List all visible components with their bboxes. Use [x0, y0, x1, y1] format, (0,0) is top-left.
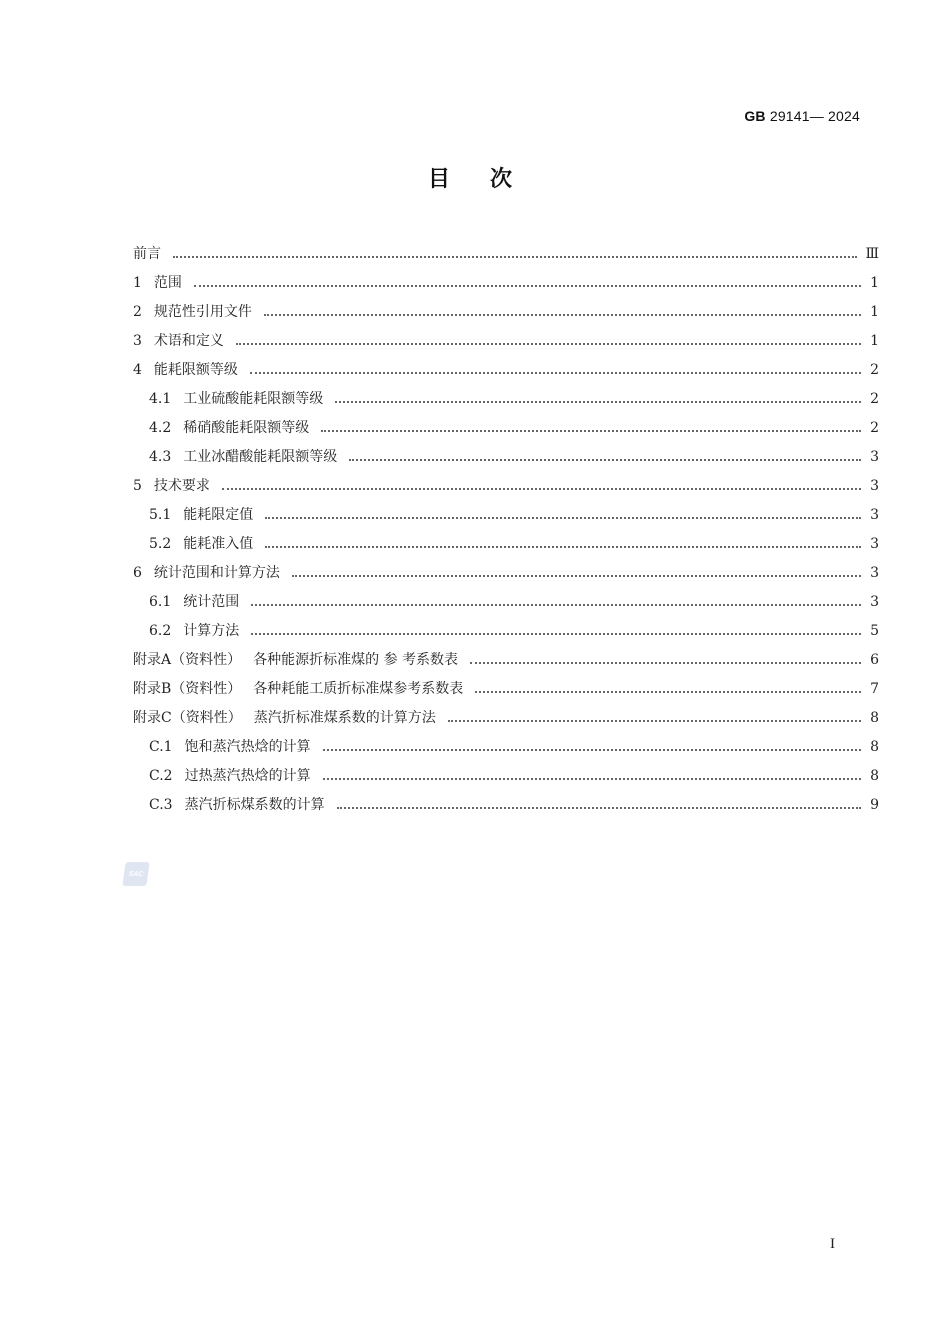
toc-entry[interactable]	[133, 675, 879, 704]
dot-leader	[292, 574, 861, 577]
toc-entry-page: 2	[870, 391, 879, 407]
toc-entry[interactable]	[133, 617, 879, 646]
toc-entry-page: 2	[870, 420, 879, 436]
toc-entry-label: 统计范围	[183, 594, 240, 610]
dot-leader	[250, 371, 861, 374]
toc-entry-page: 7	[870, 681, 879, 697]
page-title: 目次	[427, 167, 552, 192]
sac-watermark-logo	[122, 862, 149, 886]
toc-entry[interactable]	[133, 356, 879, 385]
toc-entry-label: 过热蒸汽热焓的计算	[184, 768, 311, 784]
toc-entry-page: 9	[870, 797, 879, 813]
toc-entry-label: 工业冰醋酸能耗限额等级	[183, 449, 338, 465]
dot-leader	[448, 719, 861, 722]
toc-entry-number: 附录C（资料性）	[133, 710, 242, 726]
toc-entry-page: 3	[870, 449, 879, 465]
toc-entry-label: 能耗准入值	[183, 536, 254, 552]
toc-entry[interactable]	[133, 472, 879, 501]
toc-entry-number: 4	[133, 362, 142, 378]
toc-entry-label: 能耗限额等级	[153, 362, 238, 378]
toc-entry-page: 1	[870, 333, 879, 349]
toc-entry-number: 4.1	[149, 391, 172, 407]
dot-leader	[470, 661, 861, 664]
toc-entry-page: Ⅲ	[865, 246, 879, 262]
dot-leader	[475, 690, 861, 693]
dot-leader	[173, 255, 857, 258]
toc-entry-label: 工业硫酸能耗限额等级	[183, 391, 324, 407]
toc-entry-label: 各种耗能工质折标准煤参考系数表	[253, 681, 464, 697]
toc-entry[interactable]	[133, 443, 879, 472]
standard-number	[744, 108, 860, 124]
standard-code: 29141— 2024	[769, 108, 860, 124]
toc-entry[interactable]	[133, 240, 879, 269]
standard-prefix: GB	[744, 108, 766, 124]
toc-entry-number: 5.2	[149, 536, 172, 552]
toc-entry-label: 范围	[153, 275, 182, 291]
toc-entry-number: 5	[133, 478, 142, 494]
toc-entry[interactable]	[133, 588, 879, 617]
dot-leader	[323, 748, 861, 751]
toc-entry-label: 技术要求	[153, 478, 210, 494]
toc-entry-number: C.2	[149, 768, 173, 784]
dot-leader	[265, 516, 861, 519]
toc-entry[interactable]	[133, 530, 879, 559]
dot-leader	[194, 284, 861, 287]
toc-entry-number: 6.2	[149, 623, 172, 639]
toc-entry-number: 6	[133, 565, 142, 581]
toc-entry[interactable]	[133, 791, 879, 820]
table-of-contents	[133, 240, 879, 820]
toc-entry-label: 能耗限定值	[183, 507, 254, 523]
toc-entry-number: 1	[133, 275, 142, 291]
toc-entry-label: 计算方法	[183, 623, 240, 639]
toc-entry[interactable]	[133, 385, 879, 414]
toc-entry-number: 5.1	[149, 507, 172, 523]
toc-entry-page: 3	[870, 507, 879, 523]
toc-entry[interactable]	[133, 327, 879, 356]
dot-leader	[349, 458, 861, 461]
toc-entry[interactable]	[133, 414, 879, 443]
toc-entry-page: 8	[870, 768, 879, 784]
toc-entry[interactable]	[133, 646, 879, 675]
dot-leader	[337, 806, 861, 809]
toc-entry[interactable]	[133, 269, 879, 298]
dot-leader	[251, 632, 861, 635]
toc-entry-number: 3	[133, 333, 142, 349]
toc-entry-number: 6.1	[149, 594, 172, 610]
dot-leader	[236, 342, 861, 345]
toc-entry-number: C.3	[149, 797, 173, 813]
toc-entry-page: 3	[870, 478, 879, 494]
toc-entry-page: 3	[870, 565, 879, 581]
toc-entry[interactable]	[133, 501, 879, 530]
toc-entry[interactable]	[133, 559, 879, 588]
toc-entry-page: 2	[870, 362, 879, 378]
toc-entry-label: 蒸汽折标准煤系数的计算方法	[253, 710, 436, 726]
toc-entry-page: 3	[870, 536, 879, 552]
dot-leader	[251, 603, 861, 606]
toc-entry-number: 附录A（资料性）	[133, 652, 242, 668]
toc-entry-page: 8	[870, 739, 879, 755]
toc-entry-label: 稀硝酸能耗限额等级	[183, 420, 310, 436]
toc-entry-page: 1	[870, 304, 879, 320]
toc-entry-page: 1	[870, 275, 879, 291]
dot-leader	[335, 400, 861, 403]
toc-entry[interactable]	[133, 733, 879, 762]
dot-leader	[264, 313, 861, 316]
toc-entry[interactable]	[133, 704, 879, 733]
page-number: I	[830, 1236, 835, 1252]
toc-entry-label: 蒸汽折标煤系数的计算	[184, 797, 325, 813]
toc-entry-number: C.1	[149, 739, 173, 755]
toc-entry[interactable]	[133, 762, 879, 791]
watermark-text: SAC	[128, 870, 144, 878]
toc-entry-page: 8	[870, 710, 879, 726]
toc-entry-number: 2	[133, 304, 142, 320]
toc-entry-number: 4.3	[149, 449, 172, 465]
dot-leader	[321, 429, 861, 432]
toc-entry-page: 5	[870, 623, 879, 639]
toc-entry[interactable]	[133, 298, 879, 327]
toc-entry-number: 附录B（资料性）	[133, 681, 242, 697]
toc-entry-label: 规范性引用文件	[153, 304, 252, 320]
toc-entry-page: 3	[870, 594, 879, 610]
toc-entry-number: 4.2	[149, 420, 172, 436]
dot-leader	[323, 777, 861, 780]
toc-entry-label: 统计范围和计算方法	[153, 565, 280, 581]
toc-entry-label: 前言	[133, 246, 161, 262]
dot-leader	[265, 545, 861, 548]
toc-entry-label: 各种能源折标准煤的 参 考系数表	[253, 652, 459, 668]
toc-entry-page: 6	[870, 652, 879, 668]
toc-entry-label: 饱和蒸汽热焓的计算	[184, 739, 311, 755]
toc-entry-label: 术语和定义	[153, 333, 224, 349]
dot-leader	[222, 487, 861, 490]
